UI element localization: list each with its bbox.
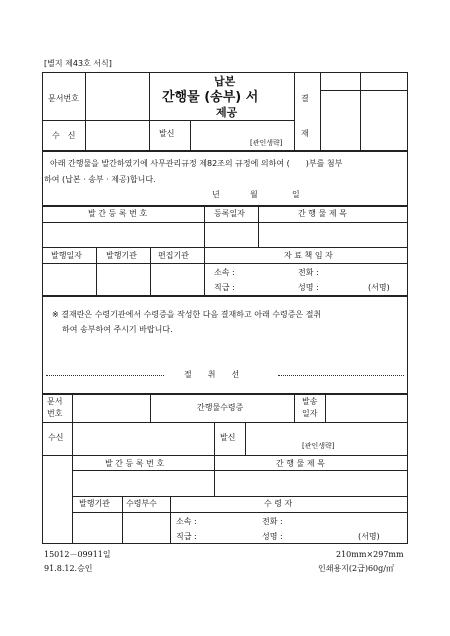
divider: [42, 422, 408, 423]
divider: [214, 455, 215, 496]
divider: [150, 393, 151, 422]
divider: [325, 393, 326, 422]
r-sender-label: 발신: [220, 433, 236, 442]
divider: [204, 247, 205, 295]
t1-header-title: 간 행 물 제 목: [298, 209, 347, 218]
divider: [190, 120, 191, 150]
r-name: 성명 :: [262, 532, 283, 541]
divider: [96, 247, 97, 295]
divider: [245, 422, 246, 455]
t1-header-editor: 편집기관: [158, 251, 189, 260]
seal-omitted: [관인생략]: [250, 139, 283, 147]
divider: [85, 72, 86, 150]
date-day: 일: [292, 190, 300, 199]
t1-affiliation: 소속 :: [214, 268, 235, 277]
r-header-receiver: 수 령 자: [264, 499, 293, 508]
r-send-date-label2: 일자: [302, 409, 318, 418]
t1-header-reg-date: 등록일자: [214, 209, 245, 218]
divider: [72, 393, 73, 422]
divider: [42, 205, 408, 207]
r-affiliation: 소속 :: [176, 517, 197, 526]
divider: [294, 393, 295, 422]
divider: [149, 120, 294, 121]
t1-header-pub-date: 발행일자: [51, 251, 82, 260]
divider: [214, 422, 215, 455]
footer-paper: 인쇄용지(2급)60g/㎡: [318, 564, 394, 573]
divider: [42, 295, 408, 297]
divider: [294, 72, 295, 150]
cut-line-label: 절 취 선: [184, 370, 240, 379]
divider: [42, 393, 408, 395]
note-line1: ※ 결재란은 수령기관에서 수령증을 작성한 다음 결재하고 아래 수령증은 절취: [52, 310, 322, 319]
approval-label-top: 결: [301, 94, 309, 103]
divider: [42, 150, 408, 152]
doc-number-label: 문서번호: [48, 94, 79, 103]
divider: [320, 90, 408, 91]
r-title: 간행물수령증: [197, 403, 244, 412]
title-line1: 납본: [214, 75, 236, 88]
t1-header-responsible: 자 료 책 임 자: [284, 251, 333, 260]
title-line3: 제공: [216, 106, 238, 119]
divider: [72, 512, 408, 513]
divider: [258, 205, 259, 247]
r-send-date-label1: 발송: [302, 397, 318, 406]
footer-size: 210mm×297mm: [336, 550, 404, 559]
date-month: 월: [250, 190, 258, 199]
divider: [42, 455, 408, 456]
t1-header-publisher: 발행기관: [106, 251, 137, 260]
r-header-reg-number: 발 간 등 록 번 호: [105, 459, 165, 468]
sender-label: 발신: [159, 129, 175, 138]
footer-code: 15012－09911일: [44, 550, 111, 559]
r-header-title: 간 행 물 제 목: [276, 459, 325, 468]
form-border: [42, 72, 408, 544]
r-signature: (서명): [358, 532, 380, 541]
divider: [72, 455, 73, 544]
body-text-line1: 아래 간행물을 발간하였기에 사무관리규정 제82조의 규정에 의하여 ( )부를 첨부: [50, 159, 343, 168]
divider: [204, 205, 205, 247]
form-id: [별지 제43호 서식]: [44, 59, 112, 68]
date-year: 년: [212, 190, 220, 199]
r-phone: 전화 :: [262, 517, 283, 526]
divider: [149, 72, 150, 150]
t1-signature: (서명): [368, 283, 390, 292]
r-doc-number-label2: 번호: [47, 409, 63, 418]
divider: [150, 247, 151, 295]
divider: [42, 120, 149, 121]
divider: [122, 496, 123, 544]
t1-phone: 전화 :: [298, 268, 319, 277]
divider: [170, 496, 171, 544]
r-rank: 직급 :: [176, 532, 197, 541]
cut-line-left: [46, 375, 164, 376]
r-header-publisher: 발행기관: [79, 499, 110, 508]
divider: [360, 72, 361, 150]
approval-label-bottom: 재: [301, 129, 309, 138]
t1-header-reg-number: 발 간 등 록 번 호: [88, 209, 148, 218]
footer-approved: 91.8.12.승인: [44, 564, 93, 573]
t1-name: 성명 :: [298, 283, 319, 292]
t1-rank: 직급 :: [214, 283, 235, 292]
divider: [320, 72, 321, 150]
r-recipient-label: 수신: [48, 433, 64, 442]
cut-line-right: [278, 375, 404, 376]
title-line2: 간행물 (송부) 서: [162, 90, 259, 105]
recipient-label: 수 신: [52, 131, 76, 140]
body-text-line2: 하여 (납본 · 송부 · 제공)합니다.: [44, 175, 156, 184]
divider: [72, 422, 73, 455]
note-line2: 하여 송부하여 주시기 바랍니다.: [62, 325, 173, 334]
r-seal-omitted: [관인생략]: [302, 442, 335, 450]
r-header-qty: 수령부수: [126, 499, 157, 508]
r-doc-number-label1: 문서: [47, 397, 63, 406]
divider: [42, 222, 408, 223]
divider: [72, 470, 408, 471]
